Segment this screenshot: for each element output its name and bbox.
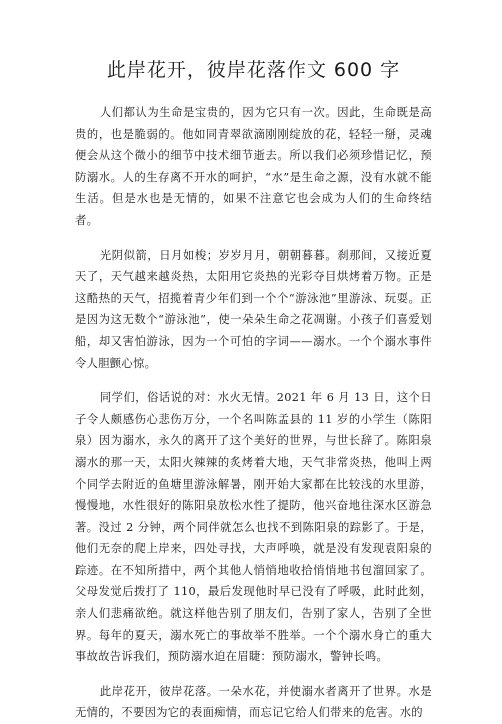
paragraph-2: 光阴似箭，日月如梭；岁岁月月，朝朝暮暮。刹那间，又接近夏天了，天气越来越炎热，太阳用它炎热的光彩夺目烘烤着万物。正是这酷热的天气，招揽着青少年们到一个个“游泳池”里游泳、玩耍。正是因为这无数个“游泳池”，使一朵朵生命之花凋谢。小孩子们喜爱划船，却又害怕游泳，因为一个可怕的字词——溺水。一个个溺水事件令人胆颤心惊。 [75,248,432,370]
paragraph-1: 人们都认为生命是宝贵的，因为它只有一次。因此，生命既是高贵的，也是脆弱的。他如同青翠欲滴刚刚绽放的花，轻轻一掰，灵魂便会从这个微小的细节中技术细节逝去。所以我们必须珍惜记忆，预防溺水。人的生存离不开水的呵护，“水”是生命之源，没有水就不能生活。但是水也是无情的，如果不注意它也会成为人们的生命终结者。 [75,106,432,227]
paragraph-4: 此岸花开，彼岸花落。一朵水花，并使溺水者离开了世界。水是无情的，不要因为它的表面痴情，而忘记它给人们带来的危害。水的 [75,684,432,720]
document-title: 此岸花开，彼岸花落作文 600 字 [106,59,401,81]
paragraph-3: 同学们，俗话说的对：水火无情。2021 年 6 月 13 日，这个日子令人颇感伤心悲伤万分，一个名叫陈孟县的 11 岁的小学生（陈阳泉）因为溺水，永久的离开了这个美好的世界，与世长辞了。陈阳泉溺水的那一天，太阳火辣辣的炙烤着大地，天气非常炎热，他叫上两个同学去附近的鱼塘里游泳解暑，刚开始大家都在比较浅的水里游，慢慢地，水性很好的陈阳泉放松水性了提防，他兴奋地往深水区游急著。没过 2 分钟，两个同伴就怎么也找不到陈阳泉的踪影了。于是，他们无奈的爬上岸来，四处寻找，大声呼唤，就是没有发现袁阳泉的踪迹。在不知所措中，两个其他人悄悄地收拾悄悄地书包溜回家了。父母发觉后拨打了 110，最后发现他时早已没有了呼吸，此时此刻，亲人们悲痛欲绝。就这样他告别了朋友们，告别了家人，告别了全世界。每年的夏天，溺水死亡的事故举不胜举。一个个溺水身亡的重大事故故告诉我们，预防溺水迫在眉睫：预防溺水，警钟长鸣。 [75,391,432,664]
